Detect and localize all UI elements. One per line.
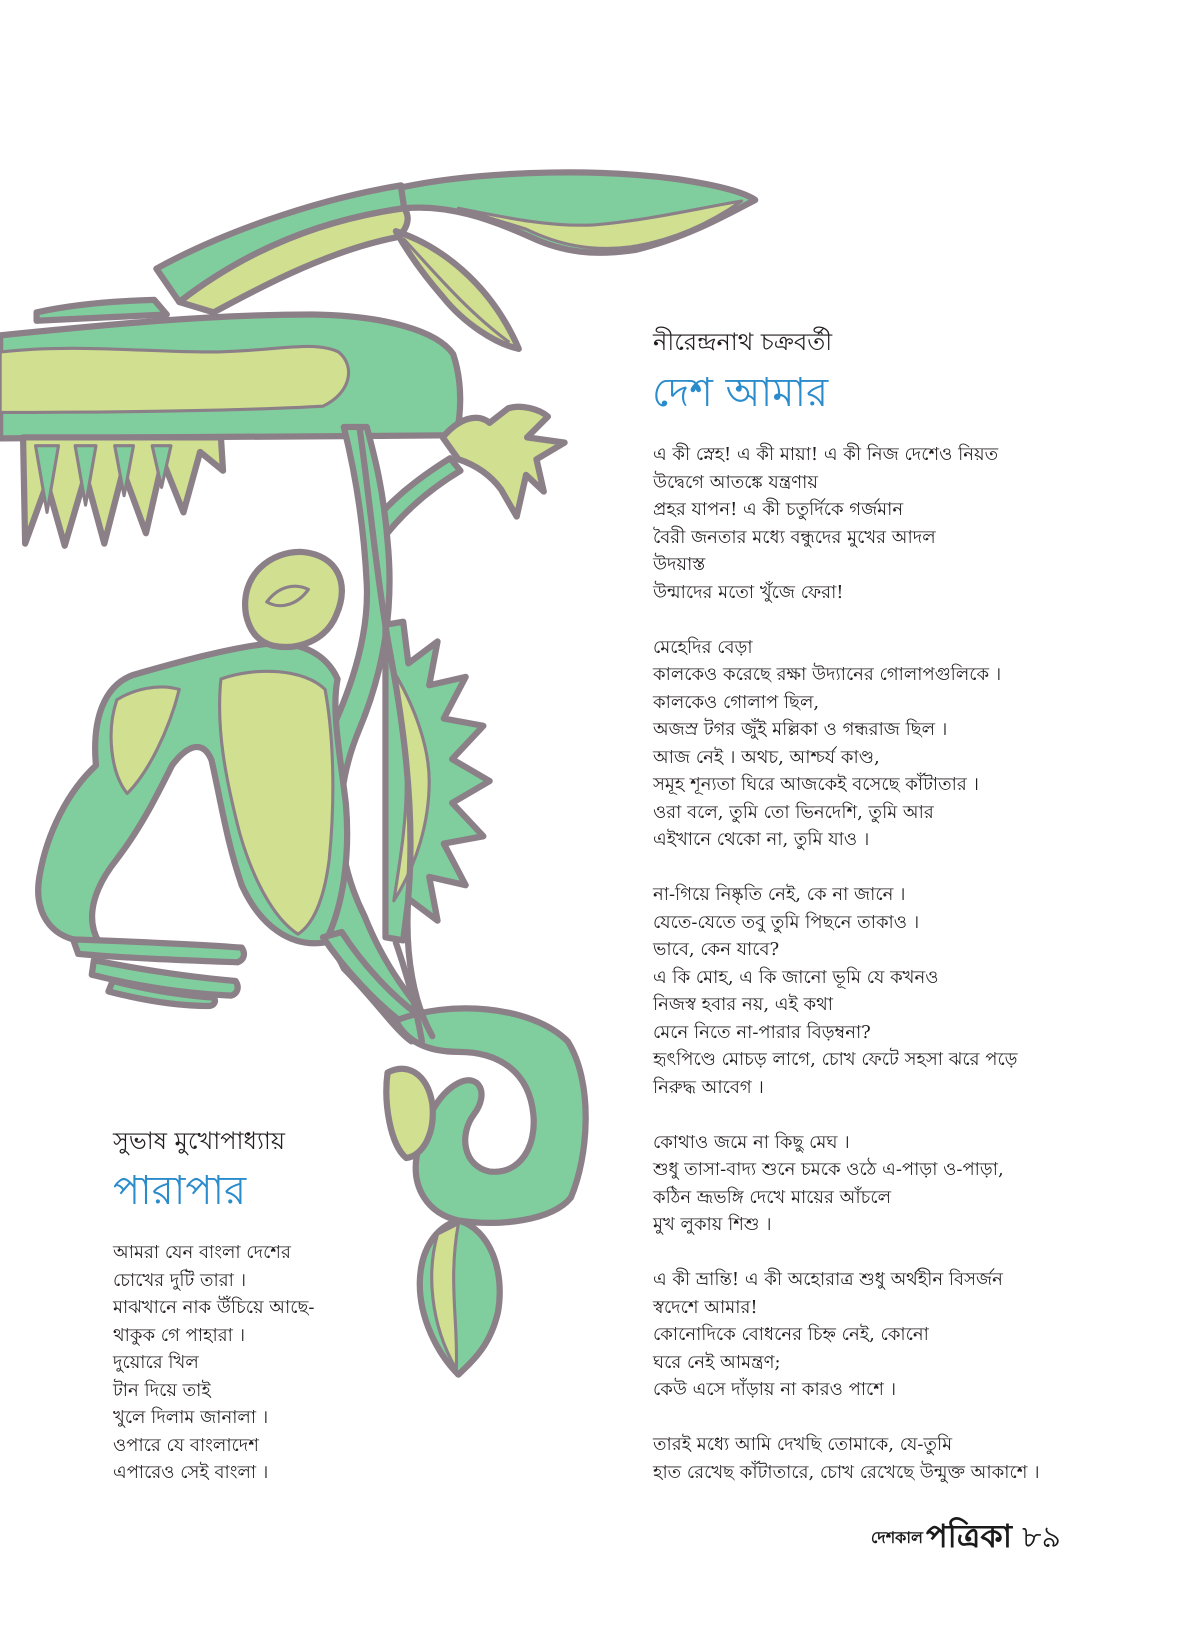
stanza [653,881,1183,1101]
poem-line: মেনে নিতে না-পারার বিড়ম্বনা? [653,1021,871,1043]
right-poem-body [653,441,1183,1486]
poem-line: থাকুক গে পাহারা । [113,1324,245,1346]
poem-line: কেউ এসে দাঁড়ায় না কারও পাশে । [653,1379,897,1400]
left-poem-body [113,1239,413,1487]
poem-line: টান দিয়ে তাই [113,1379,211,1401]
poem-line: আজ নেই । অথচ, আশ্চর্য কাণ্ড, [653,746,880,768]
poem-line: ভাবে, কেন যাবে? [653,939,780,960]
left-poem-title: পারাপার [113,1168,247,1214]
magazine-logo [871,1515,1012,1561]
poem-line: প্রহর যাপন! এ কী চতুর্দিকে গর্জমান [653,499,904,520]
poem-line: না-গিয়ে নিষ্কৃতি নেই, কে না জানে । [653,884,906,905]
poem-line: নিজস্ব হবার নয়, এই কথা [653,994,834,1015]
poem-line: যেতে-যেতে তবু তুমি পিছনে তাকাও । [653,911,920,933]
stanza [653,1431,1183,1486]
poem-line: শুধু তাসা-বাদ্য শুনে চমকে ওঠে এ-পাড়া ও-পাড়া, [653,1159,1004,1180]
poem-line: মেহেদির বেড়া [653,636,753,658]
poem-line: কালকেও করেছে রক্ষা উদ্যানের গোলাপগুলিকে । [653,664,1002,685]
stanza [113,1239,413,1487]
poem-line: এ কী স্নেহ! এ কী মায়া! এ কী নিজ দেশেও নিয়ত [653,444,999,465]
stanza [653,441,1183,606]
poem-line: হাত রেখেছ কাঁটাতারে, চোখ রেখেছে উন্মুক্ত আকাশে । [653,1461,1040,1483]
poem-line: মুখ লুকায় শিশু । [653,1214,772,1235]
stanza [653,1266,1183,1404]
poem-line: নিরুদ্ধ আবেগ । [653,1076,764,1098]
spiral-side-leaf [386,1069,432,1158]
horizontal-branch-inner [0,346,348,412]
poem-line: অজস্র টগর জুঁই মল্লিকা ও গন্ধরাজ ছিল । [653,719,948,740]
poem-line: মাঝখানে নাক উঁচিয়ে আছে- [113,1297,315,1318]
figure-torso [220,671,333,934]
poem-line: এ কি মোহ, এ কি জানো ভূমি যে কখনও [653,966,939,988]
poem-line: ঘরে নেই আমন্ত্রণ; [653,1351,781,1373]
page-number: ৮৯ [1022,1520,1061,1555]
poem-line: খুলে দিলাম জানালা । [113,1407,269,1428]
poem-line: এপারেও সেই বাংলা । [113,1462,269,1483]
poem-line: উন্মাদের মতো খুঁজে ফেরা! [653,581,844,603]
logo-big-text: পত্রিকা [925,1517,1012,1555]
poem-line: উদ্বেগে আতঙ্কে যন্ত্রণায় [653,471,818,493]
right-poem-title: দেশ আমার [652,370,829,416]
stanza [653,634,1183,854]
poem-line: চোখের দুটি তারা । [113,1269,247,1291]
poem-line: ওরা বলে, তুমি তো ভিনদেশি, তুমি আর [653,801,934,823]
right-poem-author: নীরেন্দ্রনাথ চক্রবর্তী [653,328,833,356]
poem-line: আমরা যেন বাংলা দেশের [113,1242,291,1263]
poem-line: দুয়োরে খিল [113,1352,199,1373]
poem-line: কঠিন ভ্রূভঙ্গি দেখে মায়ের আঁচলে [653,1186,891,1208]
poem-line: হৃৎপিণ্ডে মোচড় লাগে, চোখ ফেটে সহসা ঝরে পড়ে [653,1049,1018,1070]
poem-line: কোথাও জমে না কিছু মেঘ । [653,1131,850,1153]
poem-line: সমূহ শূন্যতা ঘিরে আজকেই বসেছে কাঁটাতার । [653,774,979,795]
sunflower-spikes [385,622,489,941]
poem-line: এইখানে থেকো না, তুমি যাও । [653,829,870,850]
poem-line: উদয়াস্ত [653,554,706,575]
stanza [653,1129,1183,1239]
left-poem-author: সুভাষ মুখোপাধ্যায় [113,1127,286,1155]
poem-line: ওপারে যে বাংলাদেশ [113,1434,259,1456]
poem-line: কোনোদিকে বোধনের চিহ্ন নেই, কোনো [653,1324,929,1345]
poem-line: স্বদেশে আমার! [653,1296,758,1318]
poem-line: বৈরী জনতার মধ্যে বন্ধুদের মুখের আদল [653,526,936,548]
poem-line: তারই মধ্যে আমি দেখছি তোমাকে, যে-তুমি [653,1434,953,1455]
poem-line: এ কী ভ্রান্তি! এ কী অহোরাত্র শুধু অর্থহীন বিসর্জন [653,1269,1003,1290]
poem-line: কালকেও গোলাপ ছিল, [653,691,820,713]
branch-cap [37,300,167,321]
logo-small-text: দেশকাল [870,1527,923,1547]
flower-hand [443,407,565,517]
